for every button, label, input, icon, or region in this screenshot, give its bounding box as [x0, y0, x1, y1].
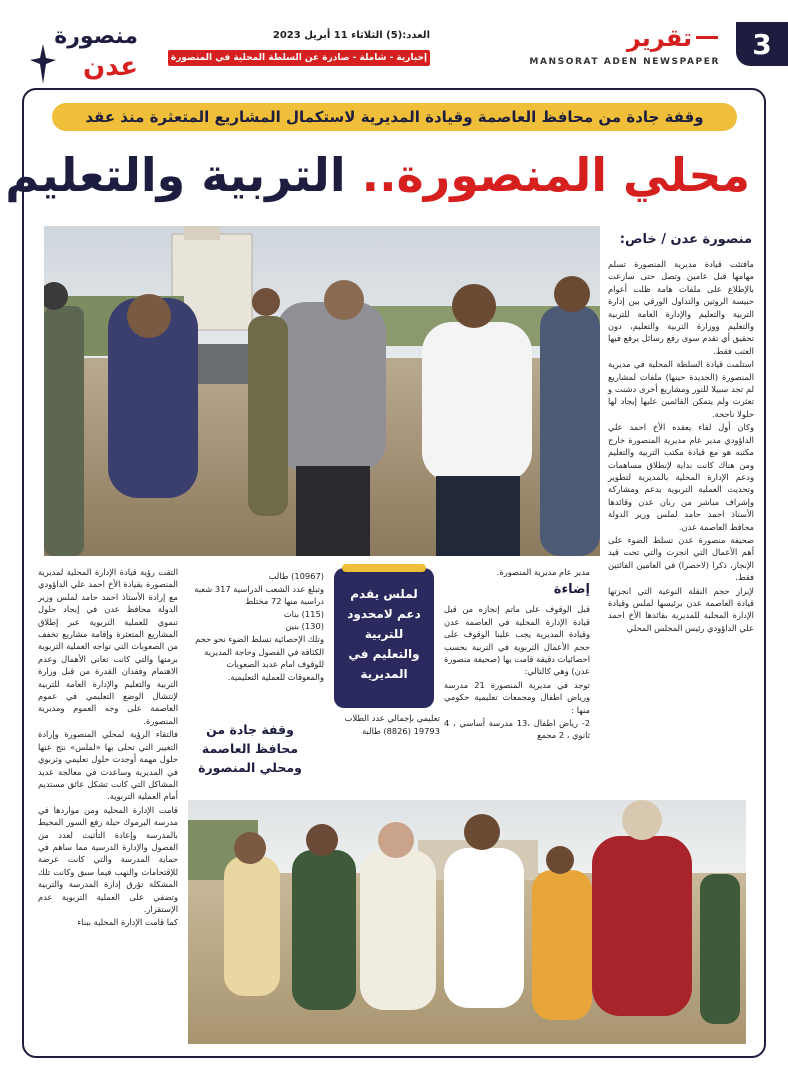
column-2-paragraph: توجد في مديرية المنصورة 21 مدرسة ورياض اطفال ومجمعات تعليمية حكومي منها :: [444, 679, 590, 715]
stats-line: (115) بنات: [283, 608, 324, 619]
bottom-photo-scene: [188, 800, 746, 1044]
headline-part-1: محلي المنصورة..: [361, 148, 750, 202]
stats-line: (10967) طالب: [268, 571, 324, 581]
column-1-paragraph: وكان أول لقاء يعقده الأخ احمد علي الداؤودي مدير عام مديرية المنصورة خارج مكتبه هو مع قيادة مكتب التربية والتعليم ومن هناك كانت بداية لإنطلاق مساهمات ودعم الإدارة المحلية بالمديرية لتطوير وتحديث العملية التربوية بدعم ومشاركة وإشراف مباشر من ربان عدن وقائدها الأستاذ احمد حامد لملس وزير الدولة محافظ العاصمة عدن.: [608, 422, 754, 532]
article-column-2: [444, 566, 590, 743]
article-column-1: [608, 258, 754, 635]
column-1-paragraph: لإبراز حجم النقلة النوعية التي انجزتها قيادة العاصمة عدن برئيسها لملس وقيادة الإدارة المحلية للمديرية بقائدها الأخ احمد علي الداؤودي رئيس المجلس المحلي: [608, 585, 754, 633]
article-headline: [5, 138, 750, 212]
column-4-paragraph: قامت الإدارة المحلية ومن مواردها في مدرسة اليرموك حيلة رفع السور المحيط بالمدرسة وإعادة التأثيث لعدد من الفصول والإدارة الدرسية مما ساهم في حماية المدرسة والتي كانت عرضة للإقتحامات والنهب فيما سبق وكانت تلك المشكلة تؤرق إدارة المدرسة والتربية وتضفي على العملية التربوية عدم الإستقرار.: [38, 804, 178, 914]
headline-part-2: التربية والتعليم: [5, 148, 346, 202]
logo-word-mansoura: منصورة: [54, 24, 138, 49]
logo-word-aden: عدن: [83, 52, 138, 82]
column-4-paragraph: التقت رؤية قيادة الإدارة المحلية لمديرية المنصورة بقيادة الأخ احمد علي الداؤودي مع إرادة الأستاذ احمد حامد لملس وزير الدولة محافظ عدن في إيجاد حلول تنموي للعملية التربوية عبر إطلاق المشاريع المتعثرة وإقامة مشاريع تخفف من الصعوبات التي تواجه العملية التربوية برمتها والتي كانت تعاني الأهمال وعدم الاهتمام وفقدان القدرة من قبل وزارة التربية والتعليم والإدارة العامة للتربية لإنتشال الوضع التعليمي في عموم العاصمة على وجه العموم ومديرية المنصورة.: [38, 567, 178, 726]
column-4-paragraph: فالتقاء الرؤية لمحلي المنصورة وإرادة التغيير التي تحلى بها «لملس» نتج عنها حلول مهمة أوجدت حلول تعليمي وتربوي في المديرية وساعدت في معالجة عديد المشاكل التي كانت تشكل عائق مستديم أمام العملية التربوية.: [38, 729, 178, 802]
column-1-paragraph: استلمت قيادة السلطة المحلية في مديرية المنصورة (الجديدة حينها) ملفات لمشاريع لم تجد سبيلا للنور ومشاريع أخرى دشنت و تعثرت ولم يتمكن القائمين عليها إيجاد لها حلولا ناجحة.: [608, 359, 754, 419]
issue-info: العدد:(5) الثلاثاء 11 أبريل 2023: [272, 30, 430, 41]
logo-star-icon: [30, 44, 56, 84]
article-kicker: وقفة جادة من محافظ العاصمة وقيادة المديرية لاستكمال المشاريع المتعثرة منذ عقد: [52, 103, 737, 131]
column-1-paragraph: صحيفة منصورة عدن تسلط الضوء على أهم الأعمال التي انجزت والتي تحت قيد الإنجاز، ذكرا (لاحصرا) في العامين الفائتين فقط.: [608, 534, 754, 583]
article-byline: منصورة عدن / خاص:: [619, 232, 752, 247]
page-number: 3: [736, 22, 788, 66]
top-photo: [44, 226, 600, 556]
stats-column: [190, 570, 324, 683]
article-column-4: [38, 566, 178, 930]
section-title: تقرير: [626, 24, 692, 52]
column-2-paragraph: مدير عام مديرية المنصورة.: [496, 567, 590, 577]
paper-name-en: MANSORAT ADEN NEWSPAPER: [529, 57, 720, 67]
section-subhead: وقفة جادة من محافظ العاصمة ومحلي المنصورة: [198, 722, 302, 775]
top-photo-scene: [44, 226, 600, 556]
stats-line: وتلك الإحصائية تسلط الضوء نحو حجم الكثافة في الفصول وحاجة المديرية للوقوف امام عديد الصعوبات والمعوقات للعملية التعليمية.: [195, 633, 324, 682]
column-2-paragraph: 2- رياض اطفال ،13 مدرسة أساسي ، 4 ثانوي ، 2 مجمع: [444, 718, 590, 741]
column-2-subhead: إضاءة: [553, 582, 590, 598]
student-stats-text: تعليمي بإجمالي عدد الطلاب 19793 (8826) طالبة: [344, 713, 440, 736]
stats-line: وتبلغ عدد الشعب الدراسية 317 شعبة دراسية منها 72 مختلط: [194, 583, 324, 607]
pull-quote: لملس يقدم دعم لامحدود للتربية والتعليم في المديرية: [334, 568, 434, 708]
column-1-paragraph: مافتئت قيادة مديرية المنصورة تسلم مهامها قبل عامين وتصل حتى سارعت بالإطلاع على ملفات هامة ظلت أعوام حبيسة الروتين والتداول الورقي بين إدارة التربية والتعليم والإدارة العامة للتربية والتعليم ووزارة التربية والتعليم، دون تحقيق أي تقدم سوى رفع رسائل يرفع فيها العتب فقط.: [608, 259, 754, 356]
bottom-photo: [188, 800, 746, 1044]
column-2-paragraph: قبل الوقوف على ماتم إنجازه من قبل قيادة الإدارة المحلية في العاصمة عدن وقيادة المديرية يجب علينا الوقوف على حجم الأعمال التربوية في التربية بحسب احصائيات دقيقة قامت بها (صحيفة منصورة عدن) وهي كالتالي:: [444, 604, 590, 677]
stats-line: (130) بنين: [285, 621, 324, 632]
newspaper-logo: [30, 24, 142, 88]
column-4-paragraph: كما قامت الإدارة المحلية ببناء: [77, 917, 178, 928]
tagline: إخبارية - شاملة - صادرة عن السلطة المحلية في المنصورة: [168, 50, 430, 66]
section-divider: [696, 36, 718, 39]
